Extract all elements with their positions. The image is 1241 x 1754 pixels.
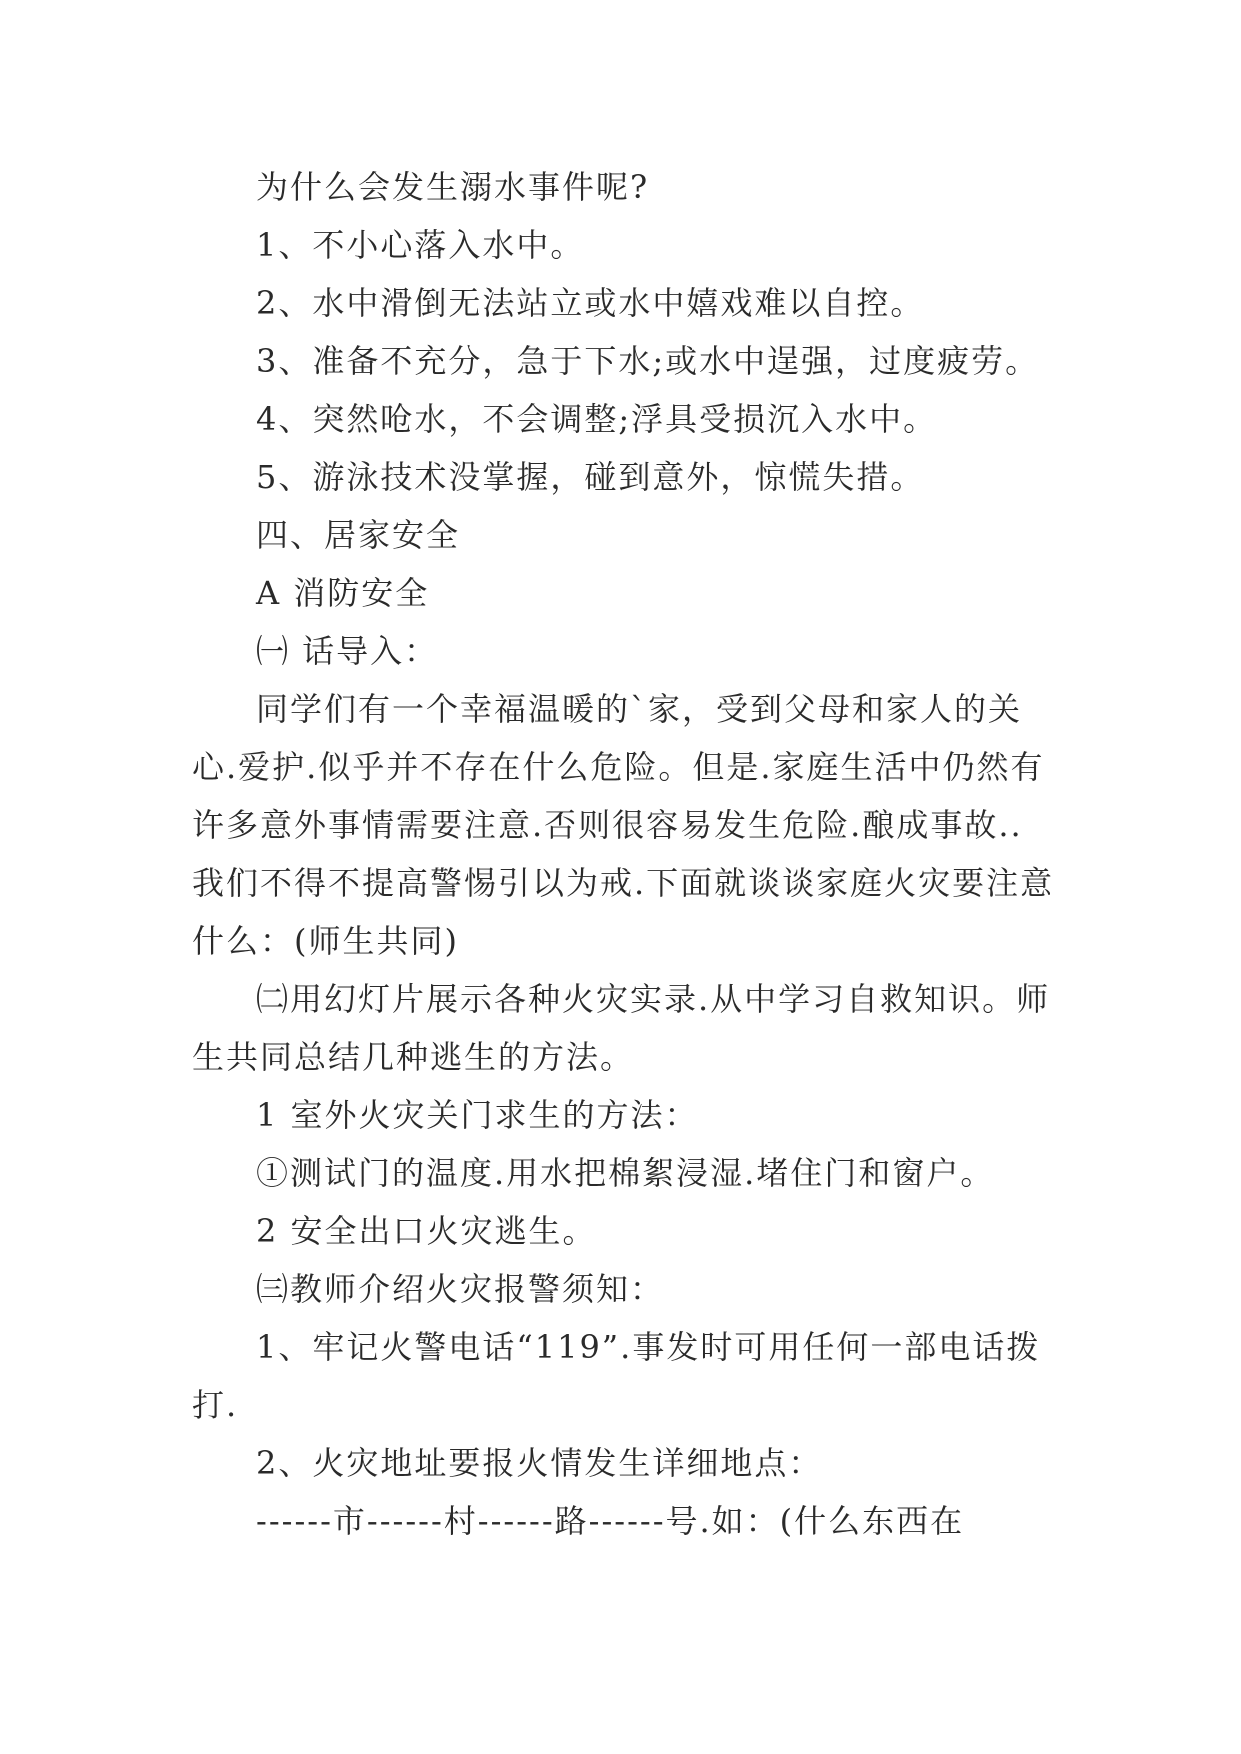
list-item: 1、不小心落入水中。: [256, 226, 585, 264]
list-item: 3、准备不充分，急于下水;或水中逞强，过度疲劳。: [256, 342, 1040, 380]
list-item: ①测试门的温度.用水把棉絮浸湿.堵住门和窗户。: [256, 1154, 995, 1192]
document-body: [192, 158, 1056, 1550]
list-item: 4、突然呛水，不会调整;浮具受损沉入水中。: [256, 400, 938, 438]
list-item: 2、水中滑倒无法站立或水中嬉戏难以自控。: [256, 284, 925, 322]
paragraph: 同学们有一个幸福温暖的`家，受到父母和家人的关心.爱护.似乎并不存在什么危险。但是.家庭生活中仍然有许多意外事情需要注意.否则很容易发生危险.酿成事故..我们不得不提高警惕引以为戒.下面就谈谈家庭火灾要注意什么：(师生共同): [192, 690, 1055, 960]
drowning-cause-heading: 为什么会发生溺水事件呢?: [256, 168, 650, 206]
list-item: 2 安全出口火灾逃生。: [256, 1212, 597, 1250]
step-heading: ㈢教师介绍火灾报警须知：: [256, 1270, 665, 1308]
list-item: 5、游泳技术没掌握，碰到意外，惊慌失措。: [256, 458, 925, 496]
paragraph: ㈡用幻灯片展示各种火灾实录.从中学习自救知识。师生共同总结几种逃生的方法。: [192, 980, 1051, 1076]
list-item: 1 室外火灾关门求生的方法：: [256, 1096, 699, 1134]
step-heading: ㈠ 话导入：: [256, 632, 439, 670]
subsection-heading-fire-safety: A 消防安全: [256, 574, 430, 612]
list-item: 2、火灾地址要报火情发生详细地点：: [256, 1444, 823, 1482]
address-template-line: ------市------村------路------号.如：(什么东西在: [256, 1502, 965, 1540]
paragraph: 1、牢记火警电话“119”.事发时可用任何一部电话拨打.: [192, 1328, 1041, 1424]
section-heading-home-safety: 四、居家安全: [256, 516, 461, 554]
